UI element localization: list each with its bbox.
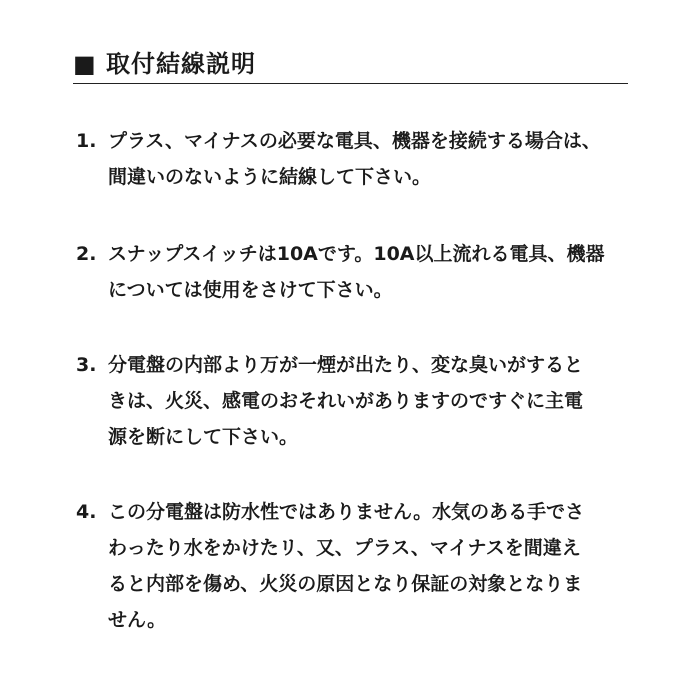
list-item-text	[108, 123, 628, 195]
list-item-line: 間違いのないように結線して下さい。	[108, 166, 432, 188]
list-item-number: 3.	[76, 354, 97, 376]
list-item-line: せん。	[108, 609, 167, 631]
list-item-text	[108, 347, 628, 455]
list-item-line: プラス、マイナスの必要な電具、機器を接続する場合は、	[108, 130, 601, 152]
list-item-text	[108, 236, 628, 308]
list-item-line: この分電盤は防水性ではありません。水気のある手でさ	[108, 501, 585, 523]
list-item-line: わったり水をかけたリ、又、プラス、マイナスを間違え	[108, 537, 581, 559]
section-header	[73, 40, 628, 84]
list-item-line: きは、火災、感電のおそれいがありますのですぐに主電	[108, 390, 584, 412]
list-item-line: 源を断にして下さい。	[108, 426, 299, 448]
list-item-text	[108, 494, 628, 638]
page-title: ■ 取付結線説明	[73, 50, 257, 78]
list-item-number: 2.	[76, 243, 97, 265]
list-item-line: 分電盤の内部より万が一煙が出たり、変な臭いがすると	[108, 354, 584, 376]
list-item-number: 1.	[76, 130, 97, 152]
list-item-line: については使用をさけて下さい。	[108, 279, 393, 301]
list-item-number: 4.	[76, 501, 97, 523]
list-item-line: スナップスイッチは10Aです。10A以上流れる電具、機器	[108, 243, 605, 265]
list-item-line: ると内部を傷め、火災の原因となり保証の対象となりま	[108, 573, 583, 595]
